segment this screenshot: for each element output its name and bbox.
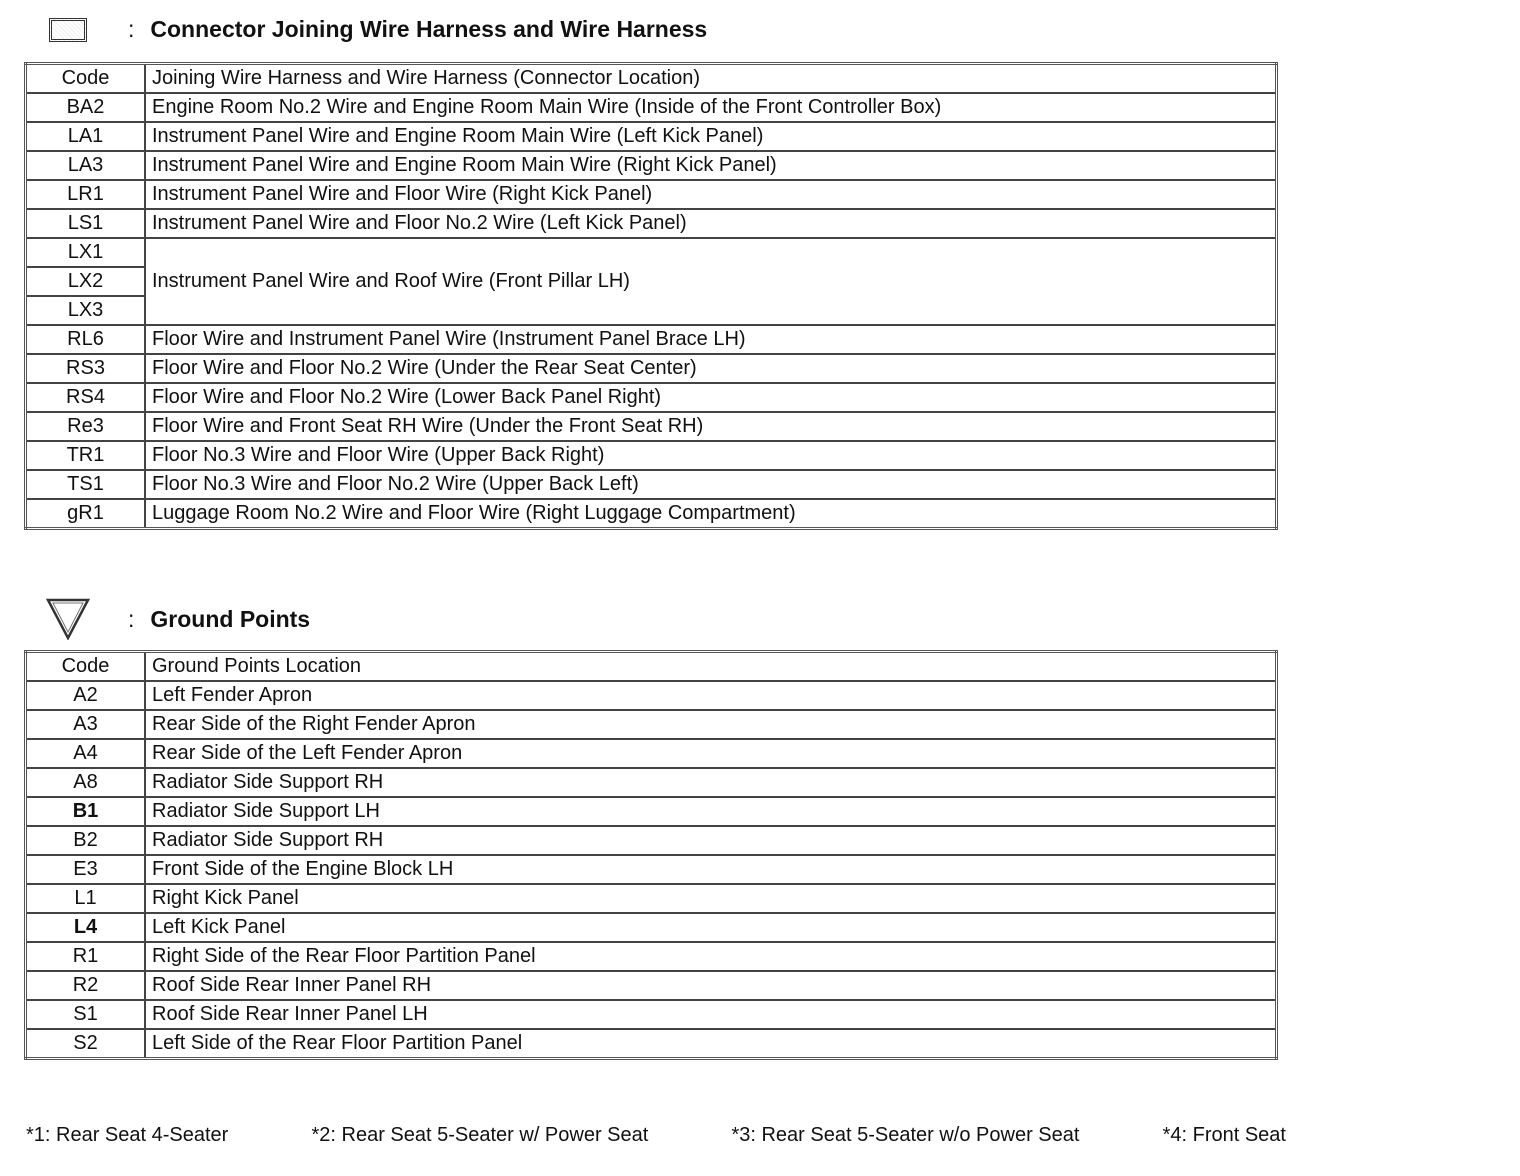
- row-code: LX1: [26, 238, 146, 267]
- connector-table: [24, 62, 1278, 530]
- table-row: [26, 826, 1277, 855]
- row-location: Front Side of the Engine Block LH: [145, 855, 1277, 884]
- table-row: [26, 1000, 1277, 1029]
- row-code: R2: [26, 971, 146, 1000]
- table-row: [26, 1029, 1277, 1059]
- table-row: [26, 93, 1277, 122]
- row-code: LX2: [26, 267, 146, 296]
- table-row: [26, 768, 1277, 797]
- row-location: Instrument Panel Wire and Floor No.2 Wire (Left Kick Panel): [145, 209, 1277, 238]
- connector-section-title: Connector Joining Wire Harness and Wire Harness: [150, 16, 708, 42]
- row-code: B2: [26, 826, 146, 855]
- row-code: RS3: [26, 354, 146, 383]
- table-row: [26, 499, 1277, 529]
- table-row: [26, 383, 1277, 412]
- row-code: LX3: [26, 296, 146, 325]
- footnote: *3: Rear Seat 5-Seater w/o Power Seat: [731, 1124, 1080, 1146]
- row-code: LA3: [26, 151, 146, 180]
- ground-section-heading: [46, 598, 310, 640]
- row-code: A2: [26, 681, 146, 710]
- row-code: A8: [26, 768, 146, 797]
- table-row: [26, 884, 1277, 913]
- table-row: [26, 180, 1277, 209]
- rectangle-connector-icon: [46, 18, 90, 42]
- row-location: Instrument Panel Wire and Floor Wire (Right Kick Panel): [145, 180, 1277, 209]
- table-row: [26, 441, 1277, 470]
- row-location: Left Kick Panel: [145, 913, 1277, 942]
- header-location: Ground Points Location: [145, 652, 1277, 682]
- row-code: TS1: [26, 470, 146, 499]
- ground-section-title: Ground Points: [150, 605, 311, 632]
- table-row: [26, 710, 1277, 739]
- table-row: [26, 238, 1277, 267]
- row-location: Floor No.3 Wire and Floor Wire (Upper Back Right): [145, 441, 1277, 470]
- row-code: BA2: [26, 93, 146, 122]
- row-location: Right Kick Panel: [145, 884, 1277, 913]
- row-code: LA1: [26, 122, 146, 151]
- table-row: [26, 325, 1277, 354]
- table-row: [26, 797, 1277, 826]
- row-location: Radiator Side Support RH: [145, 826, 1277, 855]
- table-row: [26, 681, 1277, 710]
- table-header-row: [26, 64, 1277, 94]
- header-location: Joining Wire Harness and Wire Harness (Connector Location): [145, 64, 1277, 94]
- row-location: Radiator Side Support RH: [145, 768, 1277, 797]
- table-row: [26, 122, 1277, 151]
- footnote: *4: Front Seat: [1162, 1124, 1286, 1146]
- row-location: Left Side of the Rear Floor Partition Panel: [145, 1029, 1277, 1059]
- row-location: Roof Side Rear Inner Panel LH: [145, 1000, 1277, 1029]
- row-code: TR1: [26, 441, 146, 470]
- row-code: LS1: [26, 209, 146, 238]
- row-location: Floor Wire and Floor No.2 Wire (Under the Rear Seat Center): [145, 354, 1277, 383]
- row-location: Luggage Room No.2 Wire and Floor Wire (Right Luggage Compartment): [145, 499, 1277, 529]
- row-location: Engine Room No.2 Wire and Engine Room Main Wire (Inside of the Front Controller Box): [145, 93, 1277, 122]
- footnote: *2: Rear Seat 5-Seater w/ Power Seat: [311, 1124, 649, 1146]
- connector-section-heading: [46, 16, 707, 43]
- row-location: Rear Side of the Right Fender Apron: [145, 710, 1277, 739]
- heading-colon: :: [128, 16, 135, 42]
- row-location: Left Fender Apron: [145, 681, 1277, 710]
- table-row: [26, 151, 1277, 180]
- table-row: [26, 209, 1277, 238]
- row-code: A4: [26, 739, 146, 768]
- row-location: Floor Wire and Front Seat RH Wire (Under the Front Seat RH): [145, 412, 1277, 441]
- row-location: Floor Wire and Floor No.2 Wire (Lower Back Panel Right): [145, 383, 1277, 412]
- header-code: Code: [26, 64, 146, 94]
- ground-table: [24, 650, 1278, 1060]
- row-code: RS4: [26, 383, 146, 412]
- row-code: A3: [26, 710, 146, 739]
- row-code: RL6: [26, 325, 146, 354]
- table-header-row: [26, 652, 1277, 682]
- row-location: Floor No.3 Wire and Floor No.2 Wire (Upper Back Left): [145, 470, 1277, 499]
- table-row: [26, 971, 1277, 1000]
- row-code: Re3: [26, 412, 146, 441]
- row-code: gR1: [26, 499, 146, 529]
- row-location: Roof Side Rear Inner Panel RH: [145, 971, 1277, 1000]
- row-code: L1: [26, 884, 146, 913]
- table-row: [26, 739, 1277, 768]
- row-code: S2: [26, 1029, 146, 1059]
- table-row: [26, 470, 1277, 499]
- table-row: [26, 855, 1277, 884]
- row-location: Instrument Panel Wire and Engine Room Main Wire (Left Kick Panel): [145, 122, 1277, 151]
- row-location: Radiator Side Support LH: [145, 797, 1277, 826]
- footnotes: [26, 1124, 1286, 1147]
- table-row: [26, 412, 1277, 441]
- heading-colon: :: [128, 605, 135, 632]
- row-code: L4: [26, 913, 146, 942]
- row-code: R1: [26, 942, 146, 971]
- row-location: Right Side of the Rear Floor Partition Panel: [145, 942, 1277, 971]
- table-row: [26, 942, 1277, 971]
- row-code: B1: [26, 797, 146, 826]
- row-location: Rear Side of the Left Fender Apron: [145, 739, 1277, 768]
- footnote: *1: Rear Seat 4-Seater: [26, 1124, 229, 1146]
- row-code: LR1: [26, 180, 146, 209]
- row-code: S1: [26, 1000, 146, 1029]
- row-location: Instrument Panel Wire and Roof Wire (Front Pillar LH): [145, 238, 1277, 325]
- table-row: [26, 354, 1277, 383]
- triangle-ground-icon: [46, 598, 90, 640]
- row-location: Instrument Panel Wire and Engine Room Main Wire (Right Kick Panel): [145, 151, 1277, 180]
- row-code: E3: [26, 855, 146, 884]
- header-code: Code: [26, 652, 146, 682]
- table-row: [26, 913, 1277, 942]
- row-location: Floor Wire and Instrument Panel Wire (Instrument Panel Brace LH): [145, 325, 1277, 354]
